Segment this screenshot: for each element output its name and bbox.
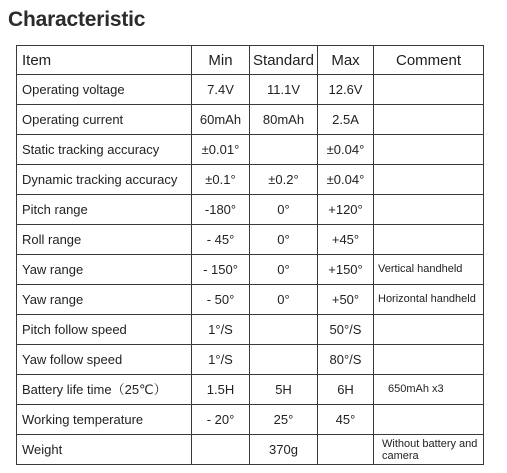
cell-comment (374, 405, 484, 435)
cell-standard: 370g (250, 435, 318, 465)
table-row (17, 405, 484, 435)
cell-max: +45° (318, 225, 374, 255)
cell-min: ±0.1° (192, 165, 250, 195)
table-row (17, 135, 484, 165)
cell-standard: 0° (250, 225, 318, 255)
cell-max: +50° (318, 285, 374, 315)
cell-max: 12.6V (318, 75, 374, 105)
table-row (17, 285, 484, 315)
cell-comment (374, 315, 484, 345)
header-item: Item (17, 46, 192, 75)
cell-min: 1.5H (192, 375, 250, 405)
table-row (17, 225, 484, 255)
cell-comment (374, 135, 484, 165)
cell-item: Roll range (17, 225, 192, 255)
page-title: Characteristic (8, 8, 146, 31)
spec-table (16, 45, 484, 465)
cell-item: Operating voltage (17, 75, 192, 105)
table-row (17, 435, 484, 465)
table-row (17, 375, 484, 405)
cell-item: Dynamic tracking accuracy (17, 165, 192, 195)
header-comment: Comment (374, 46, 484, 75)
cell-standard: 11.1V (250, 75, 318, 105)
cell-comment (374, 75, 484, 105)
cell-comment (374, 105, 484, 135)
cell-min: -180° (192, 195, 250, 225)
cell-min: 60mAh (192, 105, 250, 135)
cell-min: - 50° (192, 285, 250, 315)
cell-comment (374, 345, 484, 375)
cell-standard: 0° (250, 285, 318, 315)
cell-max: 2.5A (318, 105, 374, 135)
cell-standard (250, 345, 318, 375)
cell-standard: 25° (250, 405, 318, 435)
cell-standard: 80mAh (250, 105, 318, 135)
cell-item: Yaw range (17, 255, 192, 285)
cell-standard: ±0.2° (250, 165, 318, 195)
cell-item: Yaw range (17, 285, 192, 315)
cell-comment (374, 165, 484, 195)
cell-item: Working temperature (17, 405, 192, 435)
cell-item: Weight (17, 435, 192, 465)
cell-max: +150° (318, 255, 374, 285)
cell-item: Operating current (17, 105, 192, 135)
table-row (17, 165, 484, 195)
cell-standard: 5H (250, 375, 318, 405)
header-max: Max (318, 46, 374, 75)
table-row (17, 315, 484, 345)
cell-standard: 0° (250, 255, 318, 285)
cell-max: 50°/S (318, 315, 374, 345)
cell-min: - 45° (192, 225, 250, 255)
cell-min: 1°/S (192, 345, 250, 375)
cell-min (192, 435, 250, 465)
cell-max: ±0.04° (318, 135, 374, 165)
cell-max: 6H (318, 375, 374, 405)
cell-min: ±0.01° (192, 135, 250, 165)
cell-standard: 0° (250, 195, 318, 225)
cell-comment: 650mAh x3 (374, 375, 484, 405)
header-standard: Standard (250, 46, 318, 75)
table-row (17, 345, 484, 375)
cell-comment: Vertical handheld (374, 255, 484, 285)
table-row (17, 105, 484, 135)
cell-item: Static tracking accuracy (17, 135, 192, 165)
cell-max: ±0.04° (318, 165, 374, 195)
table-row (17, 75, 484, 105)
cell-item: Pitch range (17, 195, 192, 225)
cell-max: 80°/S (318, 345, 374, 375)
cell-item: Pitch follow speed (17, 315, 192, 345)
cell-min: - 20° (192, 405, 250, 435)
cell-min: - 150° (192, 255, 250, 285)
cell-max: +120° (318, 195, 374, 225)
table-header-row (17, 46, 484, 75)
cell-max: 45° (318, 405, 374, 435)
cell-max (318, 435, 374, 465)
cell-standard (250, 135, 318, 165)
cell-item: Yaw follow speed (17, 345, 192, 375)
cell-item: Battery life time（25℃） (17, 375, 192, 405)
cell-min: 7.4V (192, 75, 250, 105)
table-row (17, 195, 484, 225)
header-min: Min (192, 46, 250, 75)
cell-standard (250, 315, 318, 345)
cell-comment: Without battery and camera (374, 435, 484, 465)
cell-min: 1°/S (192, 315, 250, 345)
table-row (17, 255, 484, 285)
cell-comment: Horizontal handheld (374, 285, 484, 315)
cell-comment (374, 195, 484, 225)
cell-comment (374, 225, 484, 255)
